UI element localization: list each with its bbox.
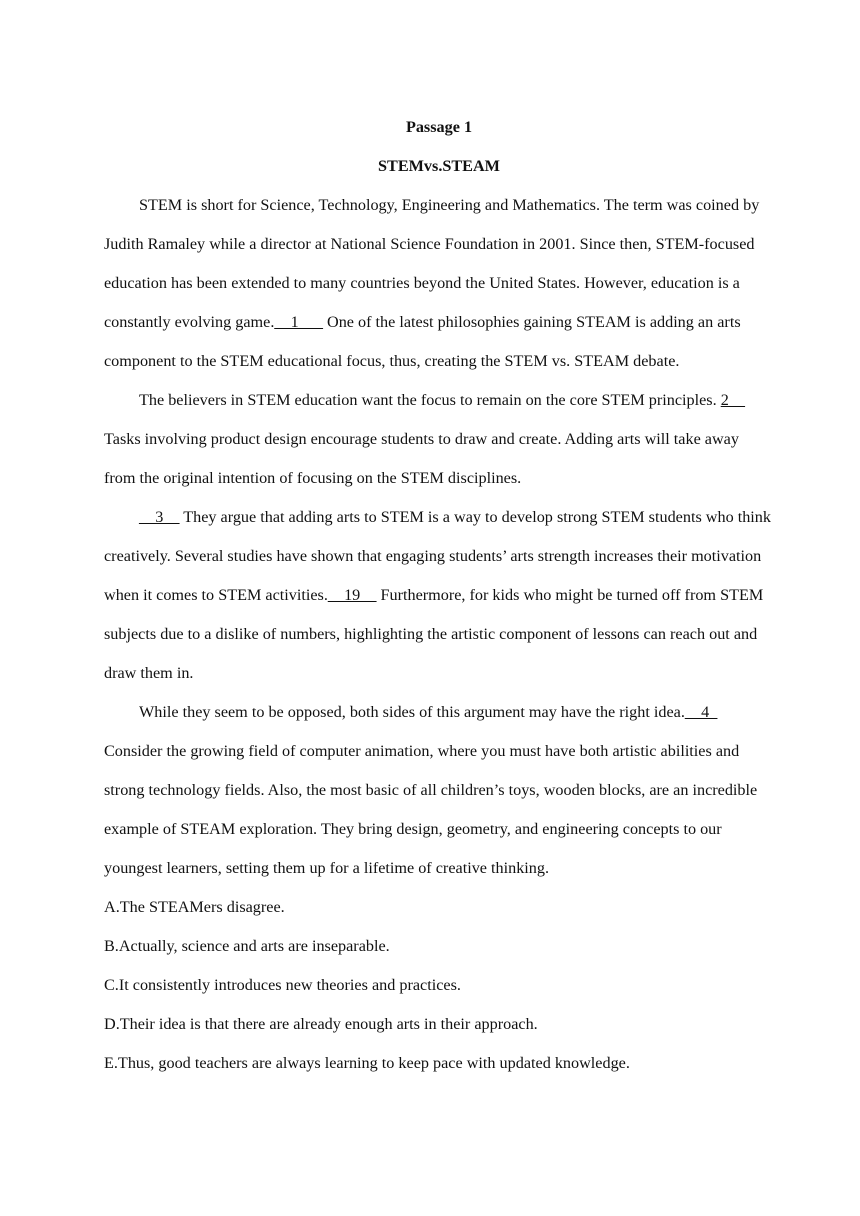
paragraph-3	[104, 498, 774, 693]
option-a: A.The STEAMers disagree.	[104, 898, 285, 916]
paragraph-4-text-b: Consider the growing field of computer animation, where you must have both artistic abilities and strong technology fields. Also, the most basic of all children’s toys, wooden blocks, are an incredible example of STEAM exploration. They bring design, geometry, and engineering concepts to our youngest learners, setting them up for a lifetime of creative thinking.	[104, 742, 758, 877]
option-b: B.Actually, science and arts are inseparable.	[104, 937, 390, 955]
paragraph-1	[104, 186, 774, 381]
blank-19: __19__	[327, 586, 377, 604]
option-d: D.Their idea is that there are already enough arts in their approach.	[104, 1015, 538, 1033]
paragraph-2-text-a: The believers in STEM education want the focus to remain on the core STEM principles.	[139, 391, 721, 409]
answer-options	[104, 888, 774, 1083]
blank-4: __4_	[684, 703, 718, 721]
option-c: C.It consistently introduces new theories and practices.	[104, 976, 461, 994]
blank-2: 2__	[720, 391, 745, 409]
passage-label: Passage 1	[405, 118, 473, 136]
option-e: E.Thus, good teachers are always learning to keep pace with updated knowledge.	[104, 1054, 630, 1072]
document-page	[104, 108, 774, 1083]
blank-3: __3__	[139, 508, 180, 526]
paragraph-4	[104, 693, 774, 888]
paragraph-4-text-a: While they seem to be opposed, both sides of this argument may have the right idea.	[139, 703, 685, 721]
paragraph-2-text-b: Tasks involving product design encourage students to draw and create. Adding arts will take away from the original intention of focusing on the STEM disciplines.	[104, 430, 739, 487]
paragraph-2	[104, 381, 774, 498]
paragraph-1-text-b: One of the latest philosophies gaining STEAM is adding an arts component to the STEM educational focus, thus, creating the STEM vs. STEAM debate.	[104, 313, 741, 370]
blank-1: __1___	[274, 313, 323, 331]
passage-title: STEMvs.STEAM	[378, 157, 500, 175]
paragraph-1-text-a: STEM is short for Science, Technology, Engineering and Mathematics. The term was coined by Judith Ramaley while a director at National Science Foundation in 2001. Since then, STEM-focused education has been extended to many countries beyond the United States. However, education is a constantly evolving game.	[104, 196, 760, 331]
paragraph-3-text-b: Furthermore, for kids who might be turned off from STEM subjects due to a dislike of numbers, highlighting the artistic component of lessons can reach out and draw them in.	[104, 586, 764, 682]
paragraph-3-text-a: They argue that adding arts to STEM is a way to develop strong STEM students who think creatively. Several studies have shown that engaging students’ arts strength increases their motivation when it comes to STEM activities.	[104, 508, 771, 604]
